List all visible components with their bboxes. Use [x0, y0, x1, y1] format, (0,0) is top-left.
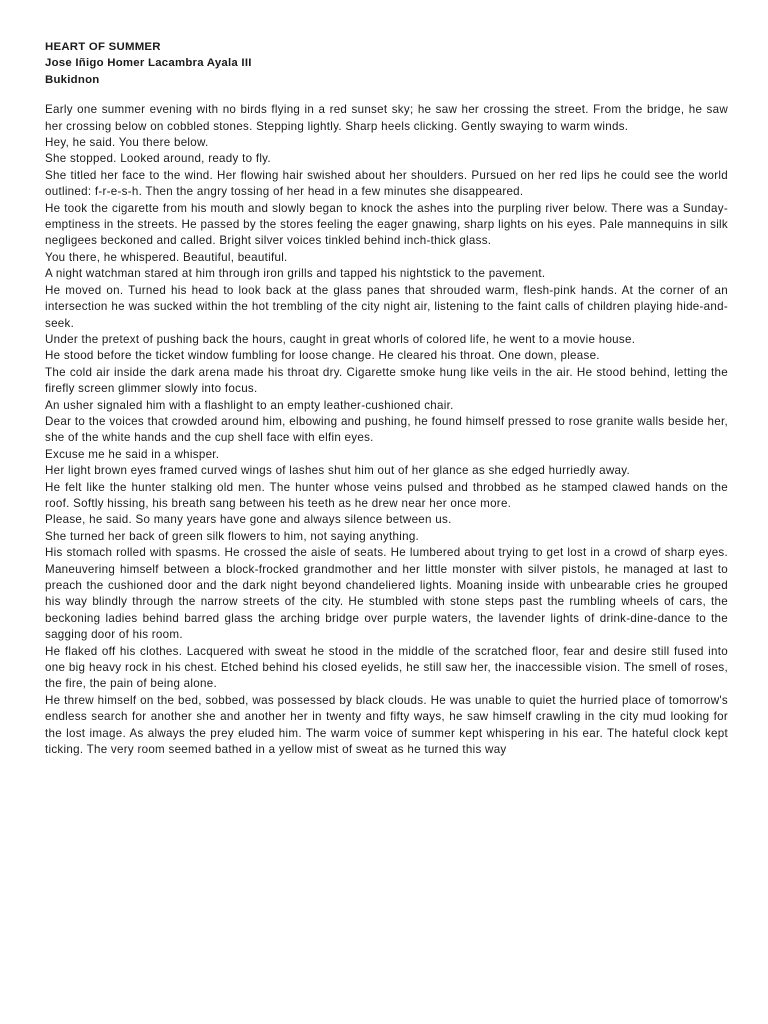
paragraph: Please, he said. So many years have gone and always silence between us. — [45, 513, 452, 527]
paragraph: He threw himself on the bed, sobbed, was possessed by black clouds. He was unable to quiet the hurried place of tomorrow's endless search for another she and another her in twenty and fifty ways, he saw himself crawling in the city mud looking for the lost image. As always the prey eluded him. The warm voice of summer kept whispering in his ear. The hateful clock kept ticking. The very room seemed bathed in a yellow mist of sweat as he turned this way — [45, 693, 728, 757]
paragraph: Her light brown eyes framed curved wings of lashes shut him out of her glance as she edged hurriedly away. — [45, 464, 630, 478]
paragraph: An usher signaled him with a flashlight to an empty leather-cushioned chair. — [45, 398, 454, 412]
paragraph: A night watchman stared at him through iron grills and tapped his nightstick to the pavement. — [45, 267, 546, 281]
paragraph: She titled her face to the wind. Her flowing hair swished about her shoulders. Pursued on her red lips he could see the world outlined: f-r-e-s-h. Then the angry tossing of her head in a few minutes she disappeared. — [45, 168, 728, 199]
paragraph: He took the cigarette from his mouth and slowly began to knock the ashes into the purpling river below. There was a Sunday-emptiness in the streets. He passed by the stores feeling the eager gnawing, sharp lights on his eyes. Pale mannequins in silk negligees beckoned and called. Bright silver voices tinkled behind inch-thick glass. — [45, 201, 728, 248]
paragraph: Excuse me he said in a whisper. — [45, 447, 220, 461]
paragraph: Early one summer evening with no birds flying in a red sunset sky; he saw her crossing the street. From the bridge, he saw her crossing below on cobbled stones. Stepping lightly. Sharp heels clicking. Gently swaying to warm winds. — [45, 103, 728, 133]
paragraph: He felt like the hunter stalking old men. The hunter whose veins pulsed and throbbed as he stamped clawed hands on the roof. Softly hissing, his breath sang between his teeth as he drew near her once more. — [45, 480, 728, 510]
document-title: HEART OF SUMMER — [45, 41, 161, 53]
story-body — [45, 102, 728, 758]
paragraph: He flaked off his clothes. Lacquered with sweat he stood in the middle of the scratched floor, fear and desire still fused into one big heavy rock in his chest. Etched behind his closed eyelids, he still saw her, the inaccessible vision. The smell of roses, the fire, the pain of being alone. — [45, 644, 728, 691]
author-name: Jose Iñigo Homer Lacambra Ayala III — [45, 57, 252, 70]
paragraph: Under the pretext of pushing back the hours, caught in great whorls of colored life, he went to a movie house. — [45, 332, 636, 346]
paragraph: Hey, he said. You there below. — [45, 136, 209, 150]
paragraph: He stood before the ticket window fumbling for loose change. He cleared his throat. One down, please. — [45, 349, 600, 363]
paragraph: The cold air inside the dark arena made his throat dry. Cigarette smoke hung like veils in the air. He stood behind, letting the firefly screen glimmer slowly into focus. — [45, 365, 728, 396]
paragraph: She turned her back of green silk flowers to him, not saying anything. — [45, 529, 420, 543]
paragraph: Dear to the voices that crowded around him, elbowing and pushing, he found himself pressed to rose granite walls beside her, she of the white hands and the cup shell face with elfin eyes. — [45, 414, 728, 445]
paragraph: She stopped. Looked around, ready to fly. — [45, 152, 271, 166]
author-location: Bukidnon — [45, 73, 100, 86]
paragraph: His stomach rolled with spasms. He crossed the aisle of seats. He lumbered about trying to get lost in a crowd of sharp eyes. Maneuvering himself between a block-frocked grandmother and her little monster with silver pistols, he managed at last to preach the cushioned door and the dark night beyond chandeliered lights. Moaning inside with unbearable cries he grouped his way blindly through the narrow streets of the city. He stumbled with stone steps past the rumbling wheels of cars, the beckoning ladies behind barred glass the arching bridge over purple waters, the lavender lights of drink-dine-dance to the sagging door of his room. — [45, 546, 728, 642]
paragraph: You there, he whispered. Beautiful, beautiful. — [45, 250, 288, 264]
paragraph: He moved on. Turned his head to look back at the glass panes that shrouded warm, flesh-pink hands. At the corner of an intersection he was sucked within the hot trembling of the city night air, listening to the faint calls of children playing hide-and-seek. — [45, 283, 728, 330]
